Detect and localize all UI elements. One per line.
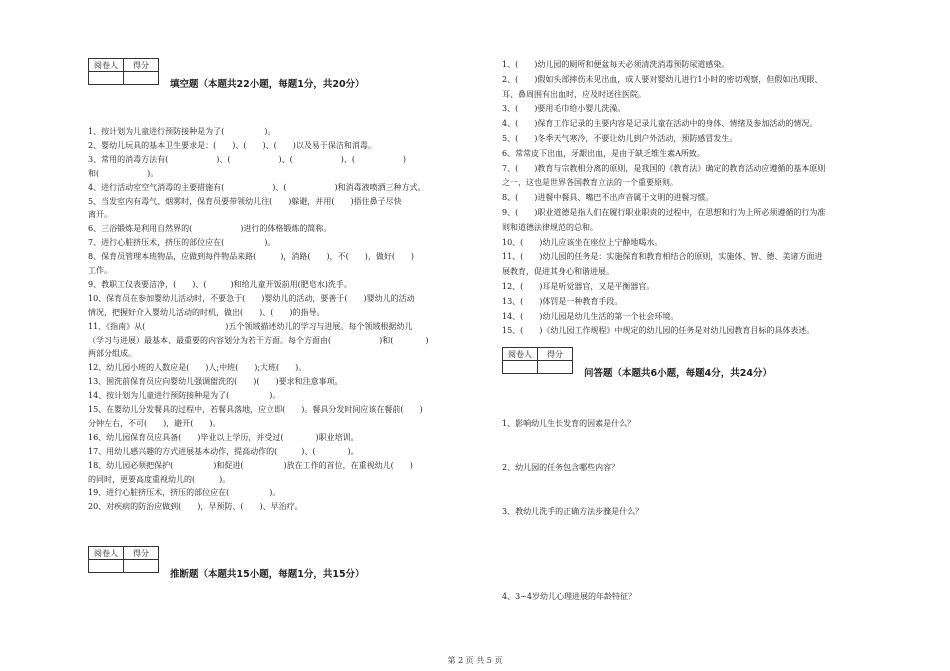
score-cell[interactable] [124, 560, 159, 573]
fill-question-line: 18、幼儿园必须把保护( )和促进( )放在工作的首位，在重视幼儿( ) [88, 460, 413, 470]
judge-question-line: 则和道德法律规范的总和。 [502, 222, 598, 232]
fill-question-line: 19、进行心脏挤压术，挤压的部位应在( )。 [88, 488, 281, 498]
judge-question-line: 15、( )《幼儿园工作规程》中规定的幼儿园的任务是对幼儿园教育目标的具体表述。 [502, 326, 815, 336]
score-box-judge [88, 546, 159, 573]
grader-cell[interactable] [89, 560, 124, 573]
judge-question-line: 12、( )耳是听觉器官，又是平衡器官。 [502, 282, 655, 291]
fill-question-line: 12、幼儿园小班的人数应是( )人;中班( );大班( )。 [88, 363, 307, 373]
qa-question-1: 1、影响幼儿生长发育的因素是什么？ [502, 419, 636, 428]
fill-question-line: 14、按计划为儿童进行预防接种是为了( )。 [88, 391, 281, 401]
qa-question-4: 4、3~4岁幼儿心理进展的年龄特征？ [502, 592, 636, 601]
qa-question-2: 2、幼儿园的任务包含哪些内容？ [502, 463, 620, 472]
fill-question-line: 4、进行活动室空气消毒的主要措施有( )、( )和消毒液喷洒三种方式。 [88, 182, 426, 192]
score-cell[interactable] [538, 361, 573, 374]
fill-question-line: 15、在婴幼儿分发餐具的过程中，若餐具落地，应立即( )。餐具分发时间应该在餐前( ) [88, 405, 423, 414]
fill-question-line: 13、围洗前保育员应向婴幼儿强调盥洗的( )( )要求和注意事项。 [88, 377, 343, 387]
fill-question-line: 两部分组成。 [88, 349, 136, 359]
fill-question-line: 的同时，更要高度重视幼儿的( )。 [88, 474, 231, 484]
page-footer: 第 2 页 共 5 页 [447, 656, 503, 665]
fill-section-title: 填空题（本题共22小题，每题1分，共20分） [170, 79, 365, 90]
grader-label: 阅卷人 [89, 547, 124, 560]
fill-question-line: 情况，把握好介入婴幼儿活动的时机，做出( )、( )的指导。 [88, 307, 325, 317]
judge-question-line: 1、( )幼儿园的厕所和便盆每天必须清洗消毒预防尿道感染。 [502, 60, 730, 69]
judge-question-line: 4、( )保育工作记录的主要内容是记录儿童在活动中的身体、情绪及参加活动的情况。 [502, 119, 818, 129]
judge-question-line: 之一，这也是世界各国教育立法的一个重要原则。 [502, 178, 678, 188]
score-label: 得分 [538, 348, 573, 361]
fill-question-line: 离开。 [88, 210, 112, 220]
score-label: 得分 [124, 547, 159, 560]
qa-question-3: 3、教幼儿洗手的正确方法步骤是什么？ [502, 507, 644, 516]
fill-question-line: 1、按计划为儿童进行预防接种是为了( )。 [88, 127, 276, 136]
judge-question-line: 耳、鼻周围有出血时，应及时送往医院。 [502, 89, 646, 99]
judge-section-title: 推断题（本题共15小题，每题1分，共15分） [170, 569, 365, 580]
fill-question-line: 11、《指南》从( )五个领域描述幼儿的学习与进展。每个领域根据幼儿 [88, 321, 413, 331]
fill-question-line: 9、教职工仪表要洁净，( )、( )和给儿童开饭前用(肥皂水)洗手。 [88, 279, 352, 289]
fill-question-line: 6、三浴锻炼是利用自然界的( )进行的体格锻炼的简称。 [88, 224, 332, 234]
fill-question-line: 工作。 [88, 266, 112, 275]
fill-question-line: 17、用幼儿感兴趣的方式进展基本动作，提高动作的( )、( )。 [88, 446, 359, 456]
judge-question-line: 14、( )幼儿园是幼儿生活的第一个社会环境。 [502, 311, 679, 321]
score-box-fill [88, 58, 159, 85]
score-cell[interactable] [124, 72, 159, 85]
fill-question-line: （学习与进展）最基本、最重要的内容划分为若干方面。每个方面由( )和( ) [88, 335, 429, 345]
fill-question-line: 7、进行心脏挤压术，挤压的部位应在( )。 [88, 238, 276, 248]
judge-question-line: 13、( )体罚是一种教育手段。 [502, 296, 623, 306]
fill-question-line: 5、当发室内有毒气、烟雾时，保育员要带领幼儿往( )躲避，并用( )捂住鼻子尽快 [88, 196, 402, 206]
fill-question-line: 16、幼儿园保育员应具备( )毕业以上学历，并受过( )职业培训。 [88, 432, 359, 442]
fill-question-line: 2、婴幼儿玩具的基本卫生要求是：( )、( )、( )以及易于保洁和消毒。 [88, 140, 376, 150]
score-box-qa [502, 347, 573, 374]
judge-question-line: 9、( )职业道德是指人们在履行职业职责的过程中，在思想和行为上所必须遵循的行为准 [502, 208, 826, 217]
judge-question-line: 6、常常皮下出血，牙龈出血，是由于缺乏维生素A所致。 [502, 148, 705, 158]
judge-question-line: 8、( )进餐中餐具、嘴巴不出声音属于文明的进餐习惯。 [502, 193, 714, 203]
fill-question-line: 和( )。 [88, 168, 159, 178]
qa-section-title: 问答题（本题共6小题，每题4分，共24分） [584, 368, 772, 379]
judge-question-line: 10、( )幼儿应该坐在座位上宁静地喝水。 [502, 237, 663, 247]
grader-label: 阅卷人 [89, 59, 124, 72]
grader-cell[interactable] [89, 72, 124, 85]
fill-question-line: 10、保育员在参加婴幼儿活动时，不要急于( )婴幼儿的活动，要善于( )婴幼儿的活动 [88, 293, 415, 303]
grader-cell[interactable] [503, 361, 538, 374]
judge-question-line: 11、( )幼儿园的任务是：实施保育和教育相结合的原则，实施体、智、德、美诸方面进 [502, 252, 823, 262]
grader-label: 阅卷人 [503, 348, 538, 361]
fill-question-line: 8、保育员管理本班物品，应做到每件物品来路( )，消路( )，不( )，做好( ) [88, 252, 415, 262]
judge-question-line: 3、( )要用毛巾给小婴儿洗澡。 [502, 104, 626, 114]
judge-question-line: 7、( )教育与宗教相分离的原则，是我国的《教育法》确定的教育活动应遵循的基本原则 [502, 163, 826, 173]
score-label: 得分 [124, 59, 159, 72]
judge-question-line: 5、( )冬季天气寒冷，不要让幼儿到户外活动，预防感冒发生。 [502, 134, 738, 143]
fill-question-line: 分钟左右，不可( )，避开( )。 [88, 418, 221, 428]
fill-question-line: 3、常用的消毒方法有( )、( )、( )、( ) [88, 154, 407, 164]
judge-question-line: 2、( )假如头部摔伤未见出血，成人要对婴幼儿进行1小时的密切观察，但假如出现眼、 [502, 74, 823, 84]
judge-question-line: 展教育，促进其身心和谐进展。 [502, 267, 614, 277]
fill-question-line: 20、对疾病的防治应做到( )，早预防、( )、早治疗。 [88, 502, 303, 512]
